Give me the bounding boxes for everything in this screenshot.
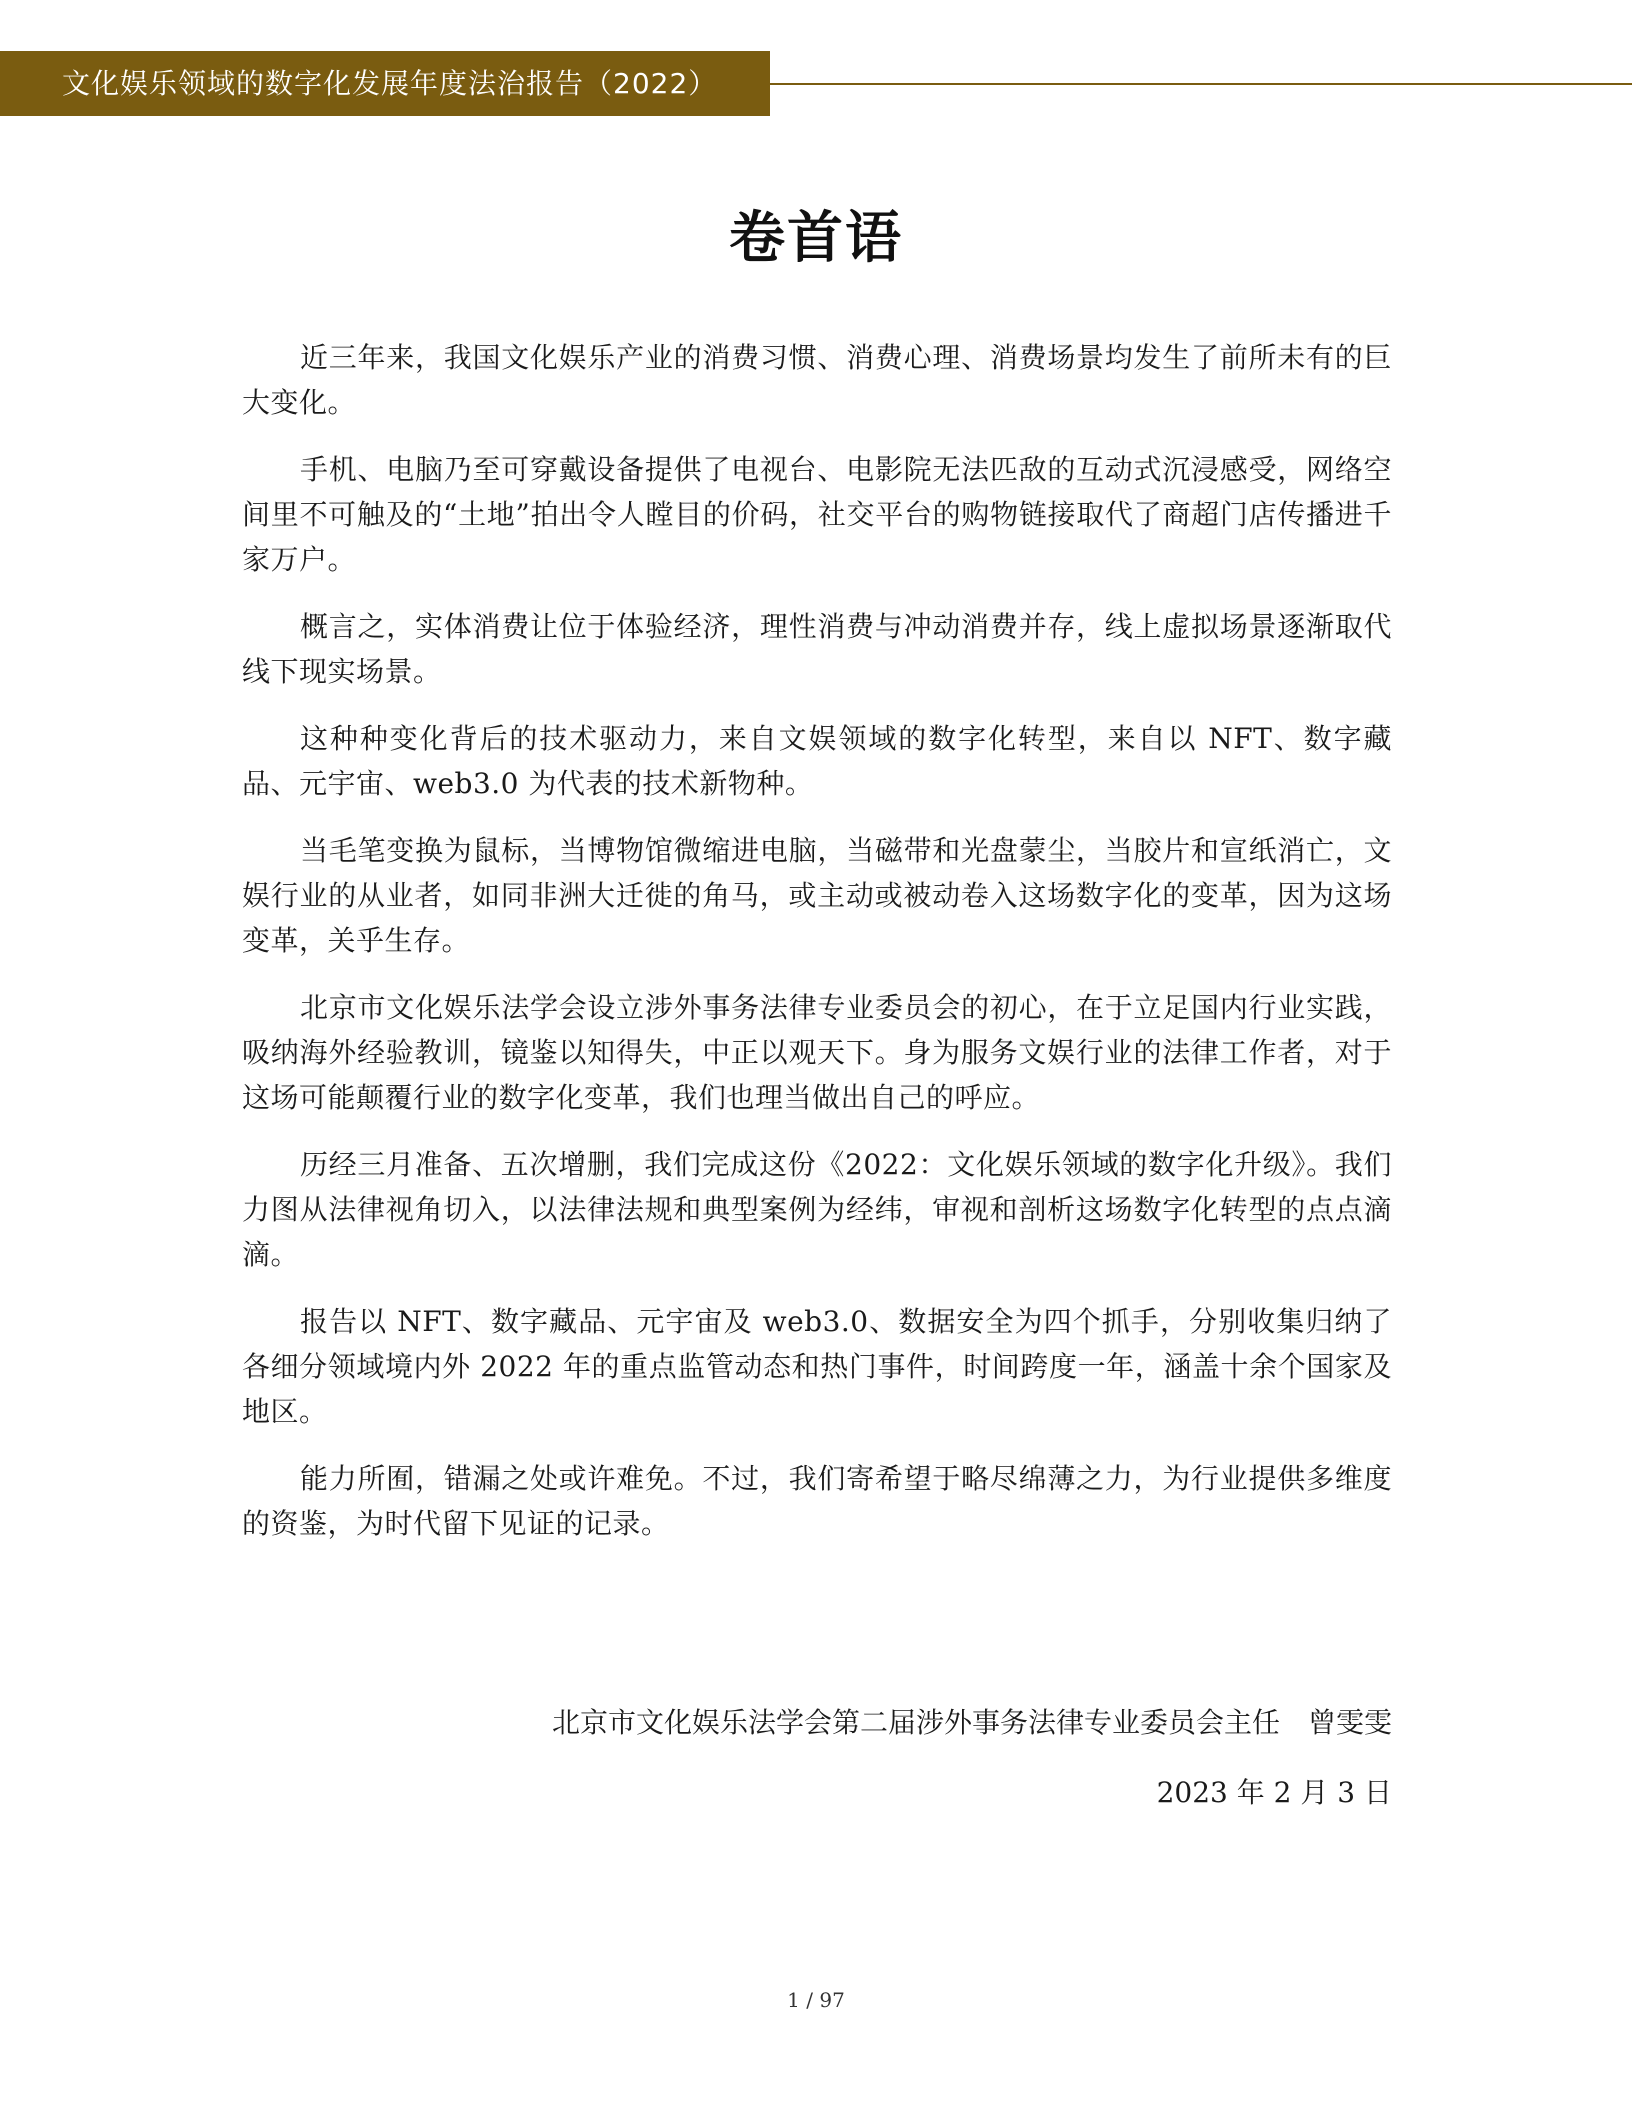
paragraph-1: 近三年来，我国文化娱乐产业的消费习惯、消费心理、消费场景均发生了前所未有的巨大变化。 [242,341,1392,419]
body-text [242,335,1392,1568]
paragraph-9: 能力所囿，错漏之处或许难免。不过，我们寄希望于略尽绵薄之力，为行业提供多维度的资鉴，为时代留下见证的记录。 [242,1462,1392,1540]
header-band [0,51,770,116]
paragraph-3: 概言之，实体消费让位于体验经济，理性消费与冲动消费并存，线上虚拟场景逐渐取代线下现实场景。 [242,610,1392,688]
signature-line: 北京市文化娱乐法学会第二届涉外事务法律专业委员会主任 曾雯雯 [551,1706,1392,1739]
page-number: 1 / 97 [787,1988,845,2012]
paragraph-7: 历经三月准备、五次增删，我们完成这份《2022：文化娱乐领域的数字化升级》。我们力图从法律视角切入，以法律法规和典型案例为经纬，审视和剖析这场数字化转型的点点滴滴。 [242,1148,1392,1271]
paragraph-6: 北京市文化娱乐法学会设立涉外事务法律专业委员会的初心，在于立足国内行业实践，吸纳海外经验教训，镜鉴以知得失，中正以观天下。身为服务文娱行业的法律工作者，对于这场可能颠覆行业的数字化变革，我们也理当做出自己的呼应。 [242,991,1392,1114]
paragraph-8: 报告以 NFT、数字藏品、元宇宙及 web3.0、数据安全为四个抓手，分别收集归纳了各细分领域境内外 2022 年的重点监管动态和热门事件，时间跨度一年，涵盖十余个国家及地区。 [242,1305,1392,1428]
header-rule [770,83,1632,85]
signature-date: 2023 年 2 月 3 日 [1156,1776,1392,1809]
paragraph-2: 手机、电脑乃至可穿戴设备提供了电视台、电影院无法匹敌的互动式沉浸感受，网络空间里不可触及的“土地”拍出令人瞠目的价码，社交平台的购物链接取代了商超门店传播进千家万户。 [242,453,1392,576]
paragraph-5: 当毛笔变换为鼠标，当博物馆微缩进电脑，当磁带和光盘蒙尘，当胶片和宣纸消亡，文娱行业的从业者，如同非洲大迁徙的角马，或主动或被动卷入这场数字化的变革，因为这场变革，关乎生存。 [242,834,1392,957]
report-header-title: 文化娱乐领域的数字化发展年度法治报告（2022） [62,67,718,100]
paragraph-4: 这种种变化背后的技术驱动力，来自文娱领域的数字化转型，来自以 NFT、数字藏品、元宇宙、web3.0 为代表的技术新物种。 [242,722,1392,800]
page-title: 卷首语 [729,205,903,271]
